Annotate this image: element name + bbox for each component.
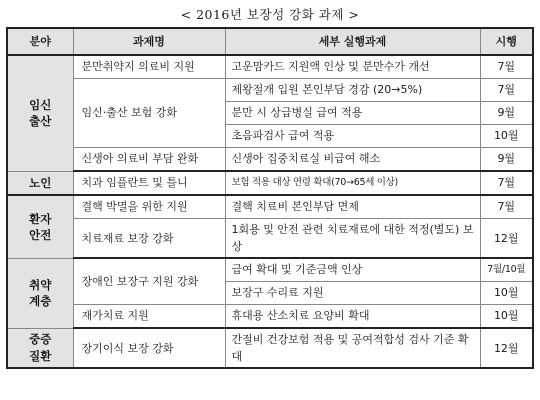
task-cell: 장애인 보장구 지원 강화 [73, 258, 225, 305]
when-cell: 7월 [480, 79, 533, 102]
table-row [7, 79, 533, 102]
area-cell-severe-disease: 중증 질환 [7, 328, 73, 368]
detail-cell: 결핵 치료비 본인부담 면제 [225, 195, 480, 219]
task-cell: 임신·출산 보험 강화 [73, 79, 225, 148]
table-row [7, 328, 533, 368]
when-cell: 7월/10월 [480, 258, 533, 282]
header-detail: 세부 실행과제 [225, 28, 480, 55]
table-row [7, 55, 533, 79]
detail-cell: 보장구 수리료 지원 [225, 282, 480, 305]
when-cell: 10월 [480, 282, 533, 305]
detail-cell: 휴대용 산소치료 요양비 확대 [225, 305, 480, 329]
detail-cell: 제왕절개 입원 본인부담 경감 (20→5%) [225, 79, 480, 102]
area-cell-elderly: 노인 [7, 171, 73, 195]
task-cell: 결핵 박멸을 위한 지원 [73, 195, 225, 219]
when-cell: 7월 [480, 195, 533, 219]
detail-cell: 초음파검사 급여 적용 [225, 125, 480, 148]
detail-cell: 1회용 및 안전 관련 치료재료에 대한 적정(별도) 보상 [225, 219, 480, 259]
detail-cell: 분만 시 상급병실 급여 적용 [225, 102, 480, 125]
detail-cell: 급여 확대 및 기준금액 인상 [225, 258, 480, 282]
when-cell: 7월 [480, 55, 533, 79]
table-row [7, 305, 533, 329]
task-cell: 장기이식 보장 강화 [73, 328, 225, 368]
header-area: 분야 [7, 28, 73, 55]
detail-cell: 보험 적용 대상 연령 확대(70→65세 이상) [225, 171, 480, 195]
when-cell: 10월 [480, 305, 533, 329]
header-task: 과제명 [73, 28, 225, 55]
area-cell-vulnerable: 취약 계층 [7, 258, 73, 328]
header-when: 시행 [480, 28, 533, 55]
table-row [7, 148, 533, 172]
policy-table [6, 27, 534, 369]
task-cell: 분만취약지 의료비 지원 [73, 55, 225, 79]
table-row [7, 171, 533, 195]
table-title: < 2016년 보장성 강화 과제 > [180, 7, 360, 22]
table-row [7, 219, 533, 259]
when-cell: 12월 [480, 328, 533, 368]
task-cell: 재가치료 지원 [73, 305, 225, 329]
when-cell: 9월 [480, 148, 533, 172]
task-cell: 치과 임플란트 및 틀니 [73, 171, 225, 195]
task-cell: 치료재료 보장 강화 [73, 219, 225, 259]
detail-cell: 고운맘카드 지원액 인상 및 분만수가 개선 [225, 55, 480, 79]
header-row [7, 28, 533, 55]
area-cell-patient-safety: 환자 안전 [7, 195, 73, 258]
when-cell: 12월 [480, 219, 533, 259]
task-cell: 신생아 의료비 부담 완화 [73, 148, 225, 172]
detail-cell: 간절비 건강보험 적용 및 공여적합성 검사 기준 확대 [225, 328, 480, 368]
table-row [7, 195, 533, 219]
when-cell: 10월 [480, 125, 533, 148]
when-cell: 9월 [480, 102, 533, 125]
when-cell: 7월 [480, 171, 533, 195]
area-cell-pregnancy: 임신 출산 [7, 55, 73, 171]
detail-cell: 신생아 집중치료실 비급여 해소 [225, 148, 480, 172]
table-row [7, 258, 533, 282]
